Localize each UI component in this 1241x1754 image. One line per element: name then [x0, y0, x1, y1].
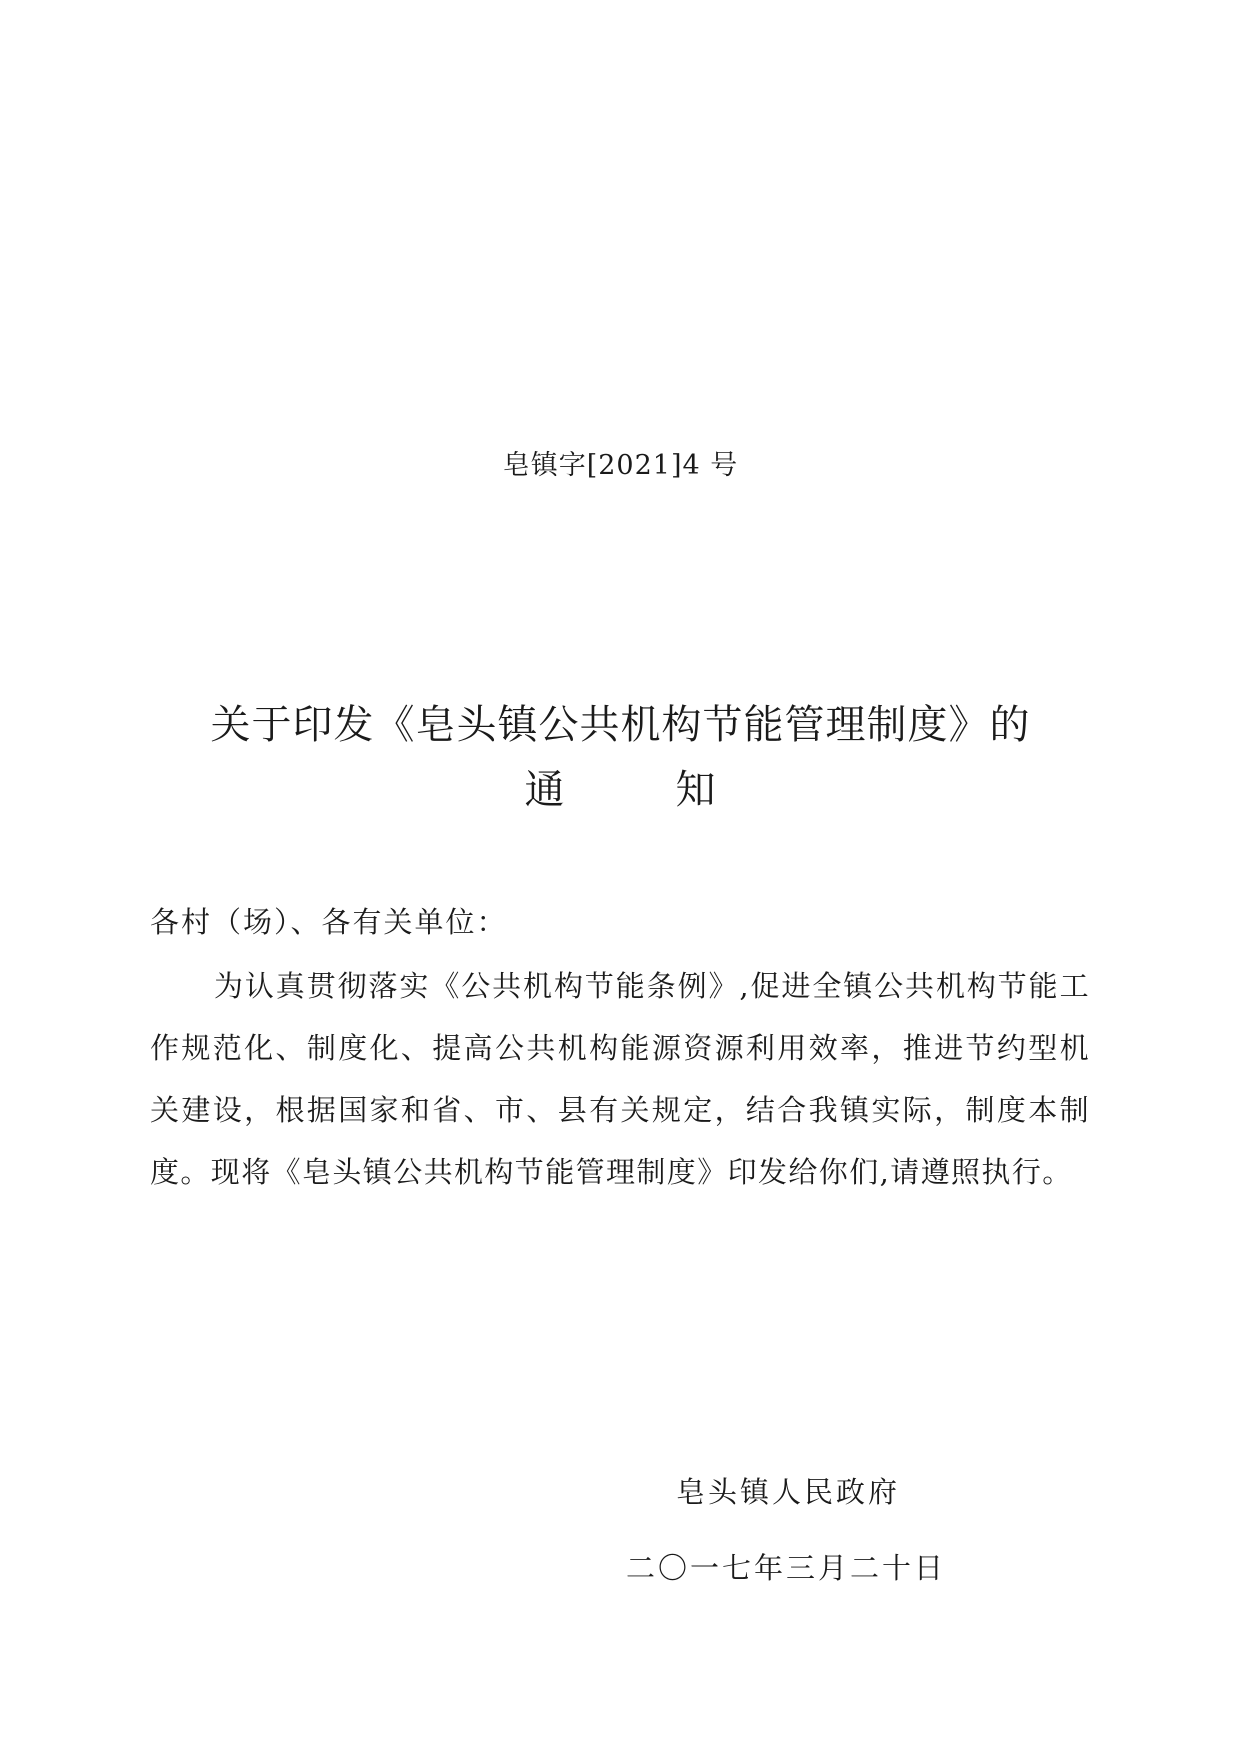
- document-title-line-1: 关于印发《皂头镇公共机构节能管理制度》的: [210, 702, 1031, 748]
- salutation: 各村（场）、各有关单位：: [150, 905, 508, 939]
- body-paragraph: 为认真贯彻落实《公共机构节能条例》,促进全镇公共机构节能工作规范化、制度化、提高公共机构能源资源利用效率，推进节约型机关建设，根据国家和省、市、县有关规定，结合我镇实际，制度本制度。现将《皂头镇公共机构节能管理制度》印发给你们,请遵照执行。: [150, 969, 1090, 1189]
- title-char-1: 通: [524, 767, 566, 813]
- document-title-line-2: [0, 762, 1241, 818]
- title-char-2: 知: [675, 767, 717, 813]
- issue-date: 二〇一七年三月二十日: [626, 1551, 947, 1585]
- issuer-signature: 皂头镇人民政府: [676, 1475, 901, 1509]
- document-number: 皂镇字[2021]4 号: [502, 450, 739, 481]
